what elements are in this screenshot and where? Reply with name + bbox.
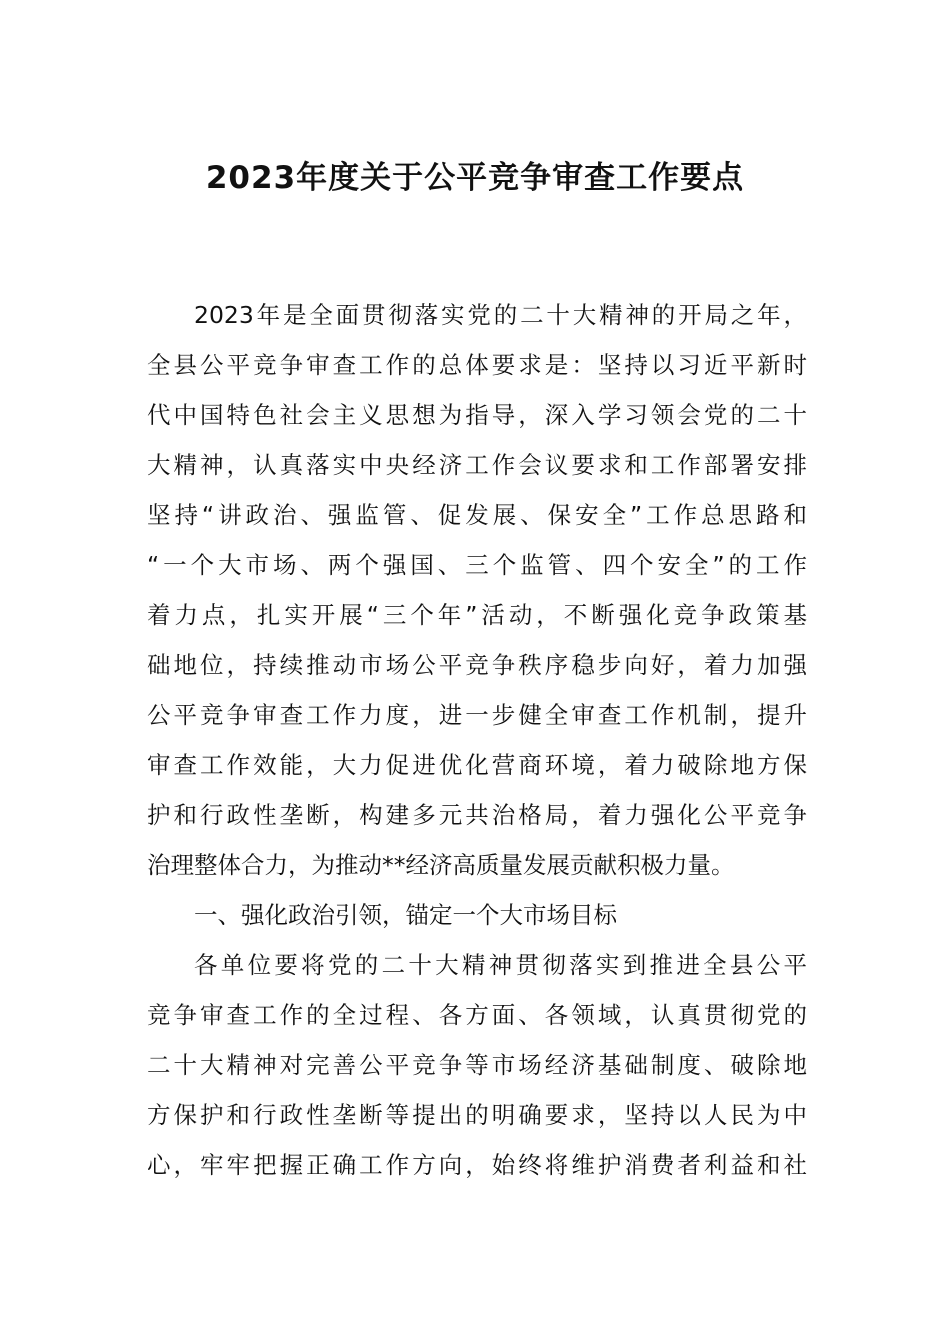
paragraph-line: 代中国特色社会主义思想为指导，深入学习领会党的二十 [147,401,807,429]
paragraph-line: 础地位，持续推动市场公平竞争秩序稳步向好，着力加强 [147,651,807,679]
paragraph-line: 着力点，扎实开展“三个年”活动，不断强化竞争政策基 [147,601,807,629]
paragraph-line: 坚持“讲政治、强监管、促发展、保安全”工作总思路和 [147,501,807,529]
document-title: 2023年度关于公平竞争审查工作要点 [205,160,745,196]
paragraph-line: 竞争审查工作的全过程、各方面、各领域，认真贯彻党的 [147,1001,807,1029]
paragraph-line: 公平竞争审查工作力度，进一步健全审查工作机制，提升 [147,701,807,729]
paragraph-line: 治理整体合力，为推动**经济高质量发展贡献积极力量。 [147,851,735,879]
section-heading: 一、强化政治引领，锚定一个大市场目标 [194,901,617,929]
paragraph-line: 护和行政性垄断，构建多元共治格局，着力强化公平竞争 [147,801,807,829]
paragraph-line: 方保护和行政性垄断等提出的明确要求，坚持以人民为中 [147,1101,807,1129]
paragraph-line: “一个大市场、两个强国、三个监管、四个安全”的工作 [147,551,807,579]
paragraph-line: 各单位要将党的二十大精神贯彻落实到推进全县公平 [194,951,807,979]
paragraph-line: 大精神，认真落实中央经济工作会议要求和工作部署安排 [147,451,807,479]
document-body [147,290,807,1190]
paragraph-line: 2023年是全面贯彻落实党的二十大精神的开局之年， [194,301,807,329]
paragraph-line: 心，牢牢把握正确工作方向，始终将维护消费者利益和社 [147,1151,807,1179]
paragraph-line: 二十大精神对完善公平竞争等市场经济基础制度、破除地 [147,1051,807,1079]
paragraph-line: 全县公平竞争审查工作的总体要求是：坚持以习近平新时 [147,351,807,379]
paragraph-line: 审查工作效能，大力促进优化营商环境，着力破除地方保 [147,751,807,779]
